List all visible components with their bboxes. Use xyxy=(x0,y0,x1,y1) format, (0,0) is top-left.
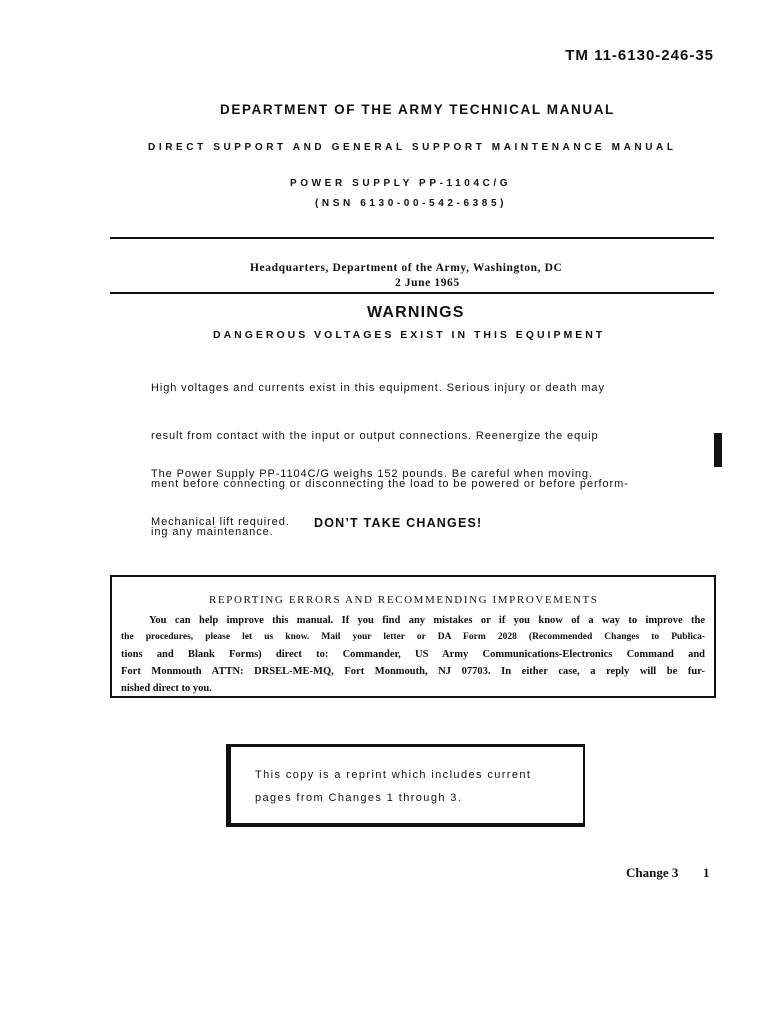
top-rule xyxy=(110,237,714,239)
warnings-title: WARNINGS xyxy=(367,304,465,321)
warnings-subtitle: DANGEROUS VOLTAGES EXIST IN THIS EQUIPMENT xyxy=(213,329,606,341)
reprint-line: This copy is a reprint which includes current xyxy=(255,769,532,781)
reporting-body xyxy=(121,612,705,697)
dont-take-changes: DON’T TAKE CHANGES! xyxy=(314,516,483,530)
warning-line: High voltages and currents exist in this equipment. Serious injury or death may xyxy=(151,382,605,394)
warning-line: Mechanical lift required. xyxy=(151,516,290,528)
reporting-line: You can help improve this manual. If you find any mistakes or if you know of a way to improve the xyxy=(149,615,705,626)
page-number: 1 xyxy=(703,865,710,880)
equipment-name: POWER SUPPLY PP-1104C/G xyxy=(290,178,512,189)
reporting-line: nished direct to you. xyxy=(121,683,212,694)
department-title: DEPARTMENT OF THE ARMY TECHNICAL MANUAL xyxy=(220,102,615,117)
change-margin-bar xyxy=(714,433,722,467)
middle-rule xyxy=(110,292,714,294)
reprint-notice-box xyxy=(226,744,585,827)
headquarters-line: Headquarters, Department of the Army, Washington, DC xyxy=(250,262,563,274)
reporting-title: REPORTING ERRORS AND RECOMMENDING IMPROVEMENTS xyxy=(209,594,599,606)
tm-number: TM 11-6130-246-35 xyxy=(565,47,714,64)
reprint-line: pages from Changes 1 through 3. xyxy=(255,792,463,804)
warning-line: result from contact with the input or output connections. Reenergize the equip xyxy=(151,430,599,442)
warning-line: ing any maintenance. xyxy=(151,526,274,538)
reporting-box xyxy=(110,575,716,698)
reporting-line: Fort Monmouth ATTN: DRSEL-ME-MQ, Fort Monmouth, NJ 07703. In either case, a reply will be fur- xyxy=(121,666,705,677)
manual-type: DIRECT SUPPORT AND GENERAL SUPPORT MAINTENANCE MANUAL xyxy=(148,142,677,153)
publication-date: 2 June 1965 xyxy=(395,277,460,289)
change-label: Change 3 xyxy=(626,865,679,880)
warning-line: The Power Supply PP-1104C/G weighs 152 pounds. Be careful when moving. xyxy=(151,468,593,480)
reporting-line: tions and Blank Forms) direct to: Commander, US Army Communications-Electronics Command and xyxy=(121,649,705,660)
warning-line: ment before connecting or disconnecting the load to be powered or before perform- xyxy=(151,478,629,490)
nsn-number: (NSN 6130-00-542-6385) xyxy=(315,198,508,209)
reporting-line: the procedures, please let us know. Mail your letter or DA Form 2028 (Recommended Changes to Publica- xyxy=(121,632,705,642)
